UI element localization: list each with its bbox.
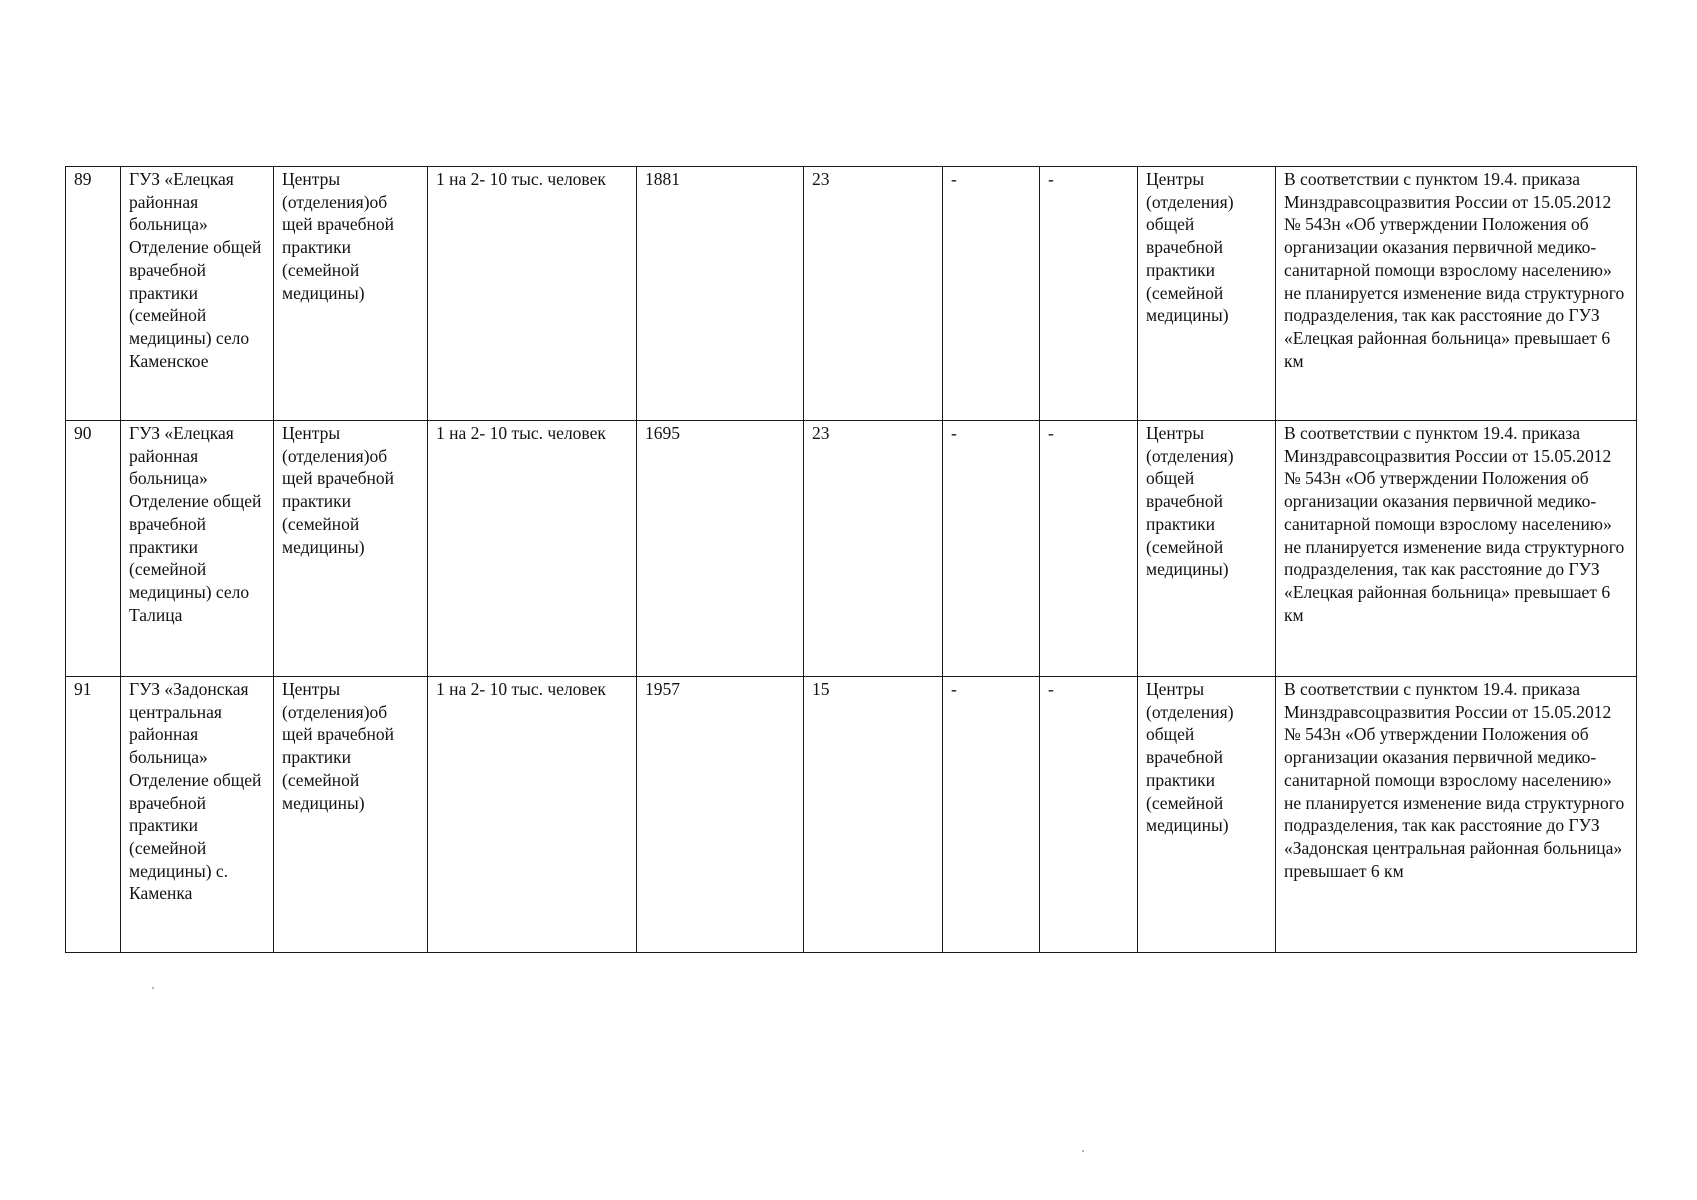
unit-type-cell: Центры (отделения)об щей врачебной практики (семейной медицины) [274,167,428,421]
planned-type-cell: Центры (отделения) общей врачебной практики (семейной медицины) [1138,421,1276,677]
row-number-cell: 90 [66,421,121,677]
row-number-cell: 89 [66,167,121,421]
table-row [66,167,1637,421]
unit-type-cell: Центры (отделения)об щей врачебной практики (семейной медицины) [274,677,428,953]
dash-cell: - [943,677,1040,953]
organization-cell: ГУЗ «Задонская центральная районная больница» Отделение общей врачебной практики (семейной медицины) с. Каменка [121,677,274,953]
dash-cell: - [1040,677,1138,953]
planned-type-cell: Центры (отделения) общей врачебной практики (семейной медицины) [1138,167,1276,421]
dash-cell: - [943,421,1040,677]
table-row [66,421,1637,677]
note-cell: В соответствии с пунктом 19.4. приказа Минздравсоцразвития России от 15.05.2012 № 543н «Об утверждении Положения об организации оказания первичной медико-санитарной помощи взрослому населению» не планируется изменение вида структурного подразделения, так как расстояние до ГУЗ «Елецкая районная больница» превышает 6 км [1276,167,1637,421]
organization-cell: ГУЗ «Елецкая районная больница» Отделение общей врачебной практики (семейной медицины) село Талица [121,421,274,677]
distance-cell: 15 [804,677,943,953]
facilities-table [65,166,1637,953]
norm-cell: 1 на 2- 10 тыс. человек [428,677,637,953]
norm-cell: 1 на 2- 10 тыс. человек [428,421,637,677]
dash-cell: - [943,167,1040,421]
dash-cell: - [1040,421,1138,677]
distance-cell: 23 [804,421,943,677]
population-cell: 1695 [637,421,804,677]
note-cell: В соответствии с пунктом 19.4. приказа Минздравсоцразвития России от 15.05.2012 № 543н «Об утверждении Положения об организации оказания первичной медико-санитарной помощи взрослому населению» не планируется изменение вида структурного подразделения, так как расстояние до ГУЗ «Елецкая районная больница» превышает 6 км [1276,421,1637,677]
organization-cell: ГУЗ «Елецкая районная больница» Отделение общей врачебной практики (семейной медицины) село Каменское [121,167,274,421]
distance-cell: 23 [804,167,943,421]
scan-speck [152,987,154,989]
unit-type-cell: Центры (отделения)об щей врачебной практики (семейной медицины) [274,421,428,677]
dash-cell: - [1040,167,1138,421]
row-number-cell: 91 [66,677,121,953]
norm-cell: 1 на 2- 10 тыс. человек [428,167,637,421]
scan-speck [1082,1150,1084,1152]
table-row [66,677,1637,953]
note-cell: В соответствии с пунктом 19.4. приказа Минздравсоцразвития России от 15.05.2012 № 543н «Об утверждении Положения об организации оказания первичной медико-санитарной помощи взрослому населению» не планируется изменение вида структурного подразделения, так как расстояние до ГУЗ «Задонская центральная районная больница» превышает 6 км [1276,677,1637,953]
population-cell: 1881 [637,167,804,421]
population-cell: 1957 [637,677,804,953]
planned-type-cell: Центры (отделения) общей врачебной практики (семейной медицины) [1138,677,1276,953]
